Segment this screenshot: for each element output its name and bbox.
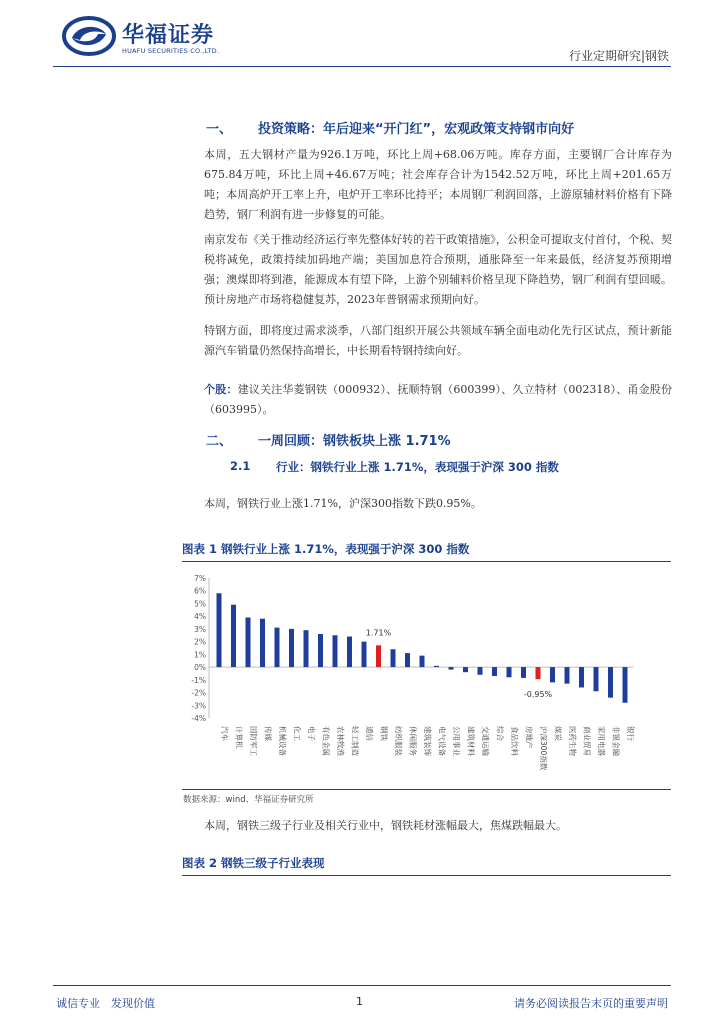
category-label: 通信 xyxy=(365,726,374,741)
data-label: -0.95% xyxy=(523,690,553,700)
category-label: 电气设备 xyxy=(437,726,447,756)
category-label: 传媒 xyxy=(263,726,273,741)
page-number: 1 xyxy=(356,995,363,1008)
bar-有色金属 xyxy=(318,634,323,667)
industry-return-bar-chart xyxy=(175,566,675,788)
category-label: 沪深300指数 xyxy=(539,726,548,771)
data-label: 1.71% xyxy=(365,628,392,638)
bar-房地产 xyxy=(521,667,526,678)
category-label: 有色金属 xyxy=(321,726,331,756)
subsection-number: 2.1 xyxy=(230,459,251,473)
bar-农林牧渔 xyxy=(333,635,338,667)
y-tick-label: 6% xyxy=(194,586,206,596)
report-type-label: 行业定期研究|钢铁 xyxy=(568,49,669,63)
bar-沪深300指数 xyxy=(536,667,541,679)
bar-计算机 xyxy=(231,605,236,667)
y-tick-label: 0% xyxy=(194,663,206,673)
category-label: 医药生物 xyxy=(568,726,577,756)
bar-交通运输 xyxy=(478,667,483,675)
category-label: 家用电器 xyxy=(597,726,606,756)
section1-paragraph-3: 特钢方面，即将度过需求淡季，八部门组织开展公共领域车辆全面电动化先行区试点，预计新能源汽车销量仍然保持高增长，中长期看特钢持续向好。 xyxy=(204,324,672,357)
y-tick-label: -4% xyxy=(191,714,206,723)
section1-paragraph-2: 南京发布《关于推动经济运行率先整体好转的若干政策措施》，公积金可提取支付首付，个税、契税将减免，政策持续加码地产端；美国加息符合预期，通胀降至一年来最低，经济复苏预期增强；澳煤即将到港，能源成本有望下降，上游个别辅料价格呈现下降趋势，钢厂利润有望回暖。预计房地产市场将稳健复苏，2023年普钢需求预期向好。 xyxy=(204,233,672,306)
section2-paragraph-1: 本周，钢铁行业上涨1.71%，沪深300指数下跌0.95%。 xyxy=(204,497,482,510)
y-tick-label: 1% xyxy=(194,650,206,660)
stock-picks-label: 个股： xyxy=(204,383,238,396)
footer-divider xyxy=(53,985,671,986)
y-tick-label: 5% xyxy=(194,599,206,609)
category-label: 轻工制造 xyxy=(350,726,360,756)
bar-家用电器 xyxy=(594,667,599,691)
y-tick-label: -3% xyxy=(191,701,206,711)
figure2-top-rule xyxy=(182,875,671,876)
category-label: 银行 xyxy=(626,726,635,741)
logo-chinese-text: 华福证券 xyxy=(122,23,215,48)
section2-number: 二、 xyxy=(206,434,233,449)
bar-建筑材料 xyxy=(463,667,468,672)
y-tick-label: 4% xyxy=(194,612,206,622)
section1-paragraph-1: 本周，五大钢材产量为926.1万吨，环比上周+68.06万吨。库存方面，主要钢厂合计库存为675.84万吨，环比上周+46.67万吨；社会库存合计为1542.52万吨，环比上周+201.65万吨；本周高炉开工率上升，电炉开工率环比持平；本周钢厂利润回落，上游原辅材料价格有下降趋势，钢厂利润有进一步修复的可能。 xyxy=(204,148,672,221)
category-label: 电子 xyxy=(307,726,316,741)
bar-电气设备 xyxy=(434,666,439,667)
bar-化工 xyxy=(289,629,294,667)
after-figure-paragraph: 本周，钢铁三级子行业及相关行业中，钢铁耗材涨幅最大，焦煤跌幅最大。 xyxy=(204,819,567,832)
bar-汽车 xyxy=(217,593,222,667)
figure2-title: 图表 2 钢铁三级子行业表现 xyxy=(182,856,325,870)
category-label: 纺织服装 xyxy=(394,726,403,756)
bar-钢铁 xyxy=(376,645,381,667)
header-divider xyxy=(53,66,671,67)
category-label: 机械设备 xyxy=(278,726,287,756)
footer-disclaimer: 请务必阅读报告末页的重要声明 xyxy=(514,997,668,1010)
figure1-source: 数据来源：wind、华福证券研究所 xyxy=(183,795,314,805)
bar-非银金融 xyxy=(608,667,613,698)
category-label: 商业贸易 xyxy=(582,726,592,756)
category-label: 公用事业 xyxy=(452,726,461,756)
figure1-title: 图表 1 钢铁行业上涨 1.71%，表现强于沪深 300 指数 xyxy=(182,542,470,556)
bar-传媒 xyxy=(260,619,265,667)
bar-通信 xyxy=(362,642,367,667)
bar-商业贸易 xyxy=(579,667,584,687)
section1-title: 投资策略：年后迎来“开门红”，宏观政策支持钢市向好 xyxy=(258,122,575,137)
bar-综合 xyxy=(492,667,497,676)
stock-picks-text: 建议关注华菱钢铁（000932）、抚顺特钢（600399）、久立特材（002318）、甬金股份（603995）。 xyxy=(204,383,672,416)
y-tick-label: -1% xyxy=(191,675,206,685)
category-label: 钢铁 xyxy=(379,726,389,741)
section1-number: 一、 xyxy=(206,122,233,137)
category-label: 非银金融 xyxy=(611,726,621,756)
category-label: 综合 xyxy=(495,726,505,741)
category-label: 化工 xyxy=(292,726,302,741)
category-label: 煤炭 xyxy=(553,726,563,741)
category-label: 汽车 xyxy=(220,726,229,741)
y-tick-label: -2% xyxy=(191,688,206,698)
bar-电子 xyxy=(304,630,309,667)
footer-slogan: 诚信专业 发现价值 xyxy=(56,997,155,1010)
y-tick-label: 3% xyxy=(194,624,206,634)
category-label: 休闲服务 xyxy=(408,726,418,756)
company-logo xyxy=(62,16,252,60)
category-label: 计算机 xyxy=(234,726,244,749)
bar-煤炭 xyxy=(550,667,555,682)
bar-医药生物 xyxy=(565,667,570,684)
logo-swirl-icon xyxy=(62,16,116,56)
bar-银行 xyxy=(623,667,628,703)
bar-公用事业 xyxy=(449,667,454,670)
category-label: 房地产 xyxy=(524,726,534,749)
category-label: 建筑装饰 xyxy=(423,726,432,756)
y-tick-label: 2% xyxy=(194,637,206,647)
category-label: 建筑材料 xyxy=(466,726,476,756)
bar-纺织服装 xyxy=(391,649,396,667)
figure1-top-rule xyxy=(182,561,671,562)
bar-轻工制造 xyxy=(347,637,352,668)
y-tick-label: 7% xyxy=(194,574,206,583)
bar-国防军工 xyxy=(246,617,251,667)
category-label: 国防军工 xyxy=(249,726,258,756)
logo-english-text: HUAFU SECURITIES CO.,LTD. xyxy=(122,47,220,55)
section1-paragraph-4 xyxy=(204,380,672,420)
bar-食品饮料 xyxy=(507,667,512,677)
bar-休闲服务 xyxy=(405,653,410,667)
section2-title: 一周回顾：钢铁板块上涨 1.71% xyxy=(258,434,451,449)
bar-机械设备 xyxy=(275,628,280,667)
category-label: 交通运输 xyxy=(481,726,490,756)
bar-建筑装饰 xyxy=(420,656,425,667)
category-label: 农林牧渔 xyxy=(336,726,345,756)
subsection-title: 行业：钢铁行业上涨 1.71%，表现强于沪深 300 指数 xyxy=(276,460,559,474)
category-label: 食品饮料 xyxy=(510,726,519,756)
figure1-bottom-rule xyxy=(182,789,671,790)
